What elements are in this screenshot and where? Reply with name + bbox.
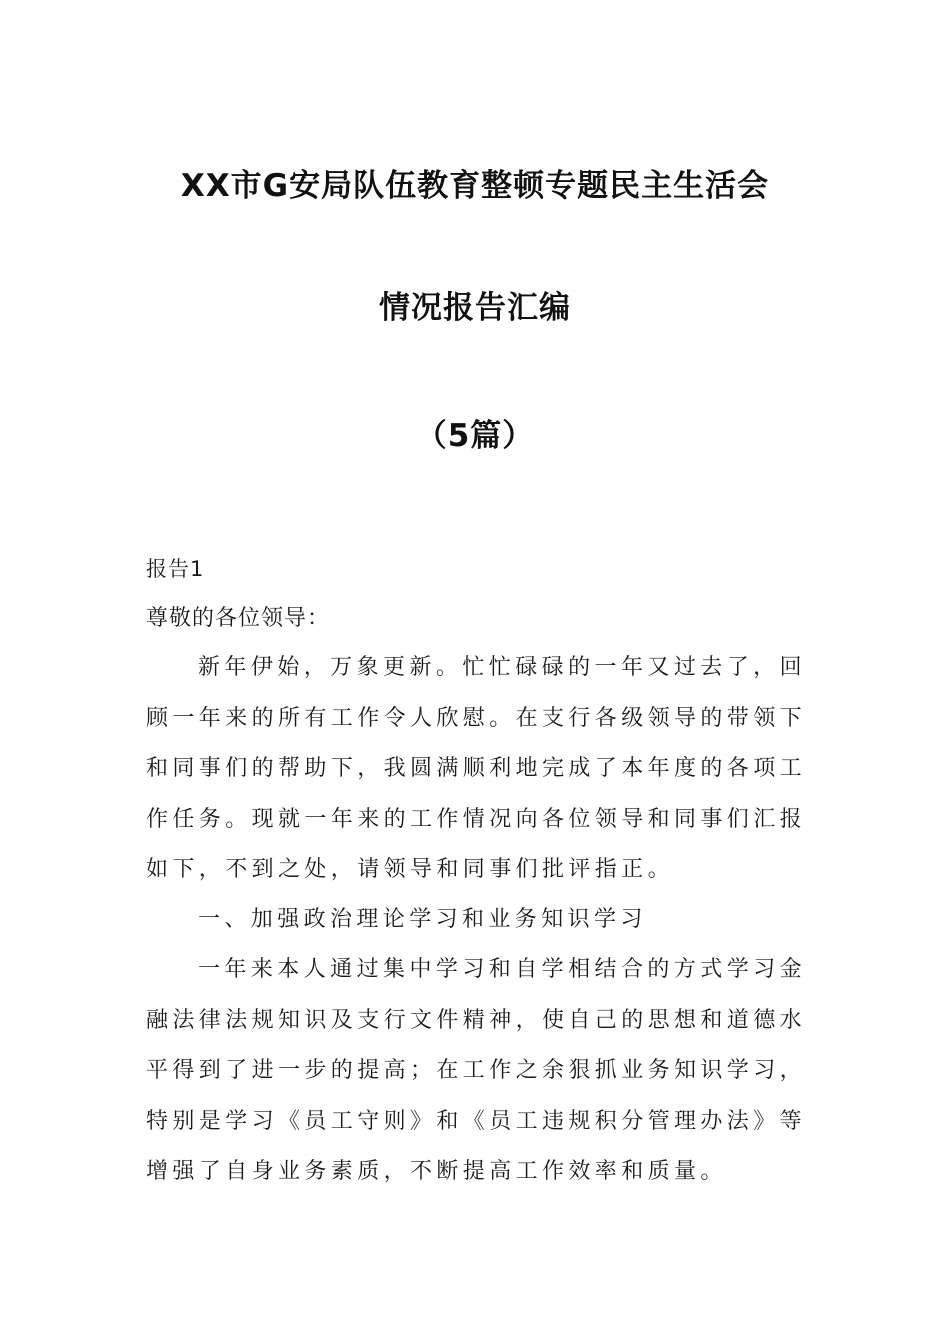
report-label: 报告1 — [146, 557, 205, 581]
body-paragraph: 新年伊始，万象更新。忙忙碌碌的一年又过去了，回顾一年来的所有工作令人欣慰。在支行各级领导的带领下和同事们的帮助下，我圆满顺利地完成了本年度的各项工作任务。现就一年来的工作情况向各位领导和同事们汇报如下，不到之处，请领导和同事们批评指正。 — [146, 655, 807, 882]
document-title-line-2: 情况报告汇编 — [379, 290, 571, 326]
document-title-line-1: XX市G安局队伍教育整顿专题民主生活会 — [180, 168, 770, 204]
document-title-count: （5篇） — [415, 418, 535, 454]
section-heading: 一、加强政治理论学习和业务知识学习 — [198, 907, 647, 932]
body-paragraph: 一年来本人通过集中学习和自学相结合的方式学习金融法律法规知识及支行文件精神，使自己的思想和道德水平得到了进一步的提高；在工作之余狠抓业务知识学习，特别是学习《员工守则》和《员工违规积分管理办法》等增强了自身业务素质，不断提高工作效率和质量。 — [146, 957, 807, 1184]
salutation: 尊敬的各位领导： — [146, 606, 331, 631]
